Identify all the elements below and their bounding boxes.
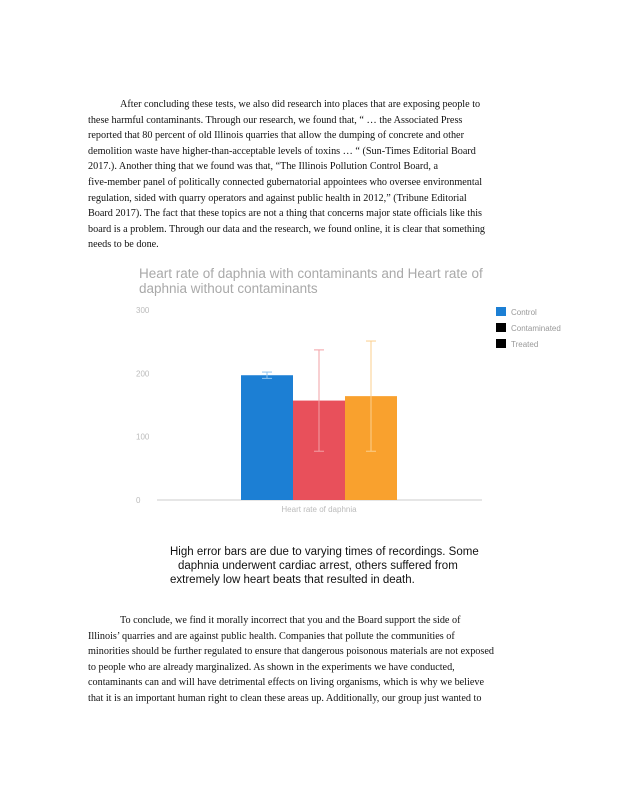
paragraph-line: demolition waste have higher-than-acceptable levels of toxins … “ (Sun-Times Editorial Board [88,145,476,157]
chart-caption [170,545,530,587]
paragraph-line: that it is an important human right to clean these areas up. Additionally, our group just wanted to [88,692,482,704]
y-tick-label: 200 [136,369,150,379]
paragraph-line: to people who are already marginalized. As shown in the experiments we have conducted, [88,661,455,673]
paragraph-line: needs to be done. [88,239,159,251]
caption-line: extremely low heart beats that resulted in death. [170,574,415,586]
paragraph-line: 2017.). Another thing that we found was that, “The Illinois Pollution Control Board, a [88,161,439,173]
legend-label-control: Control [511,308,537,317]
y-tick-label: 300 [136,306,150,315]
caption-line: High error bars are due to varying times of recordings. Some [170,546,479,558]
paragraph-line: To conclude, we find it morally incorrect that you and the Board support the side of [120,615,461,626]
legend-label-contaminated: Contaminated [511,324,561,333]
body-paragraph-2 [88,613,528,707]
legend-swatch-control [496,307,506,316]
y-tick-label: 100 [136,432,150,442]
legend-label-treated: Treated [511,340,539,349]
x-category-label: Heart rate of daphnia [281,505,357,514]
chart-title-line: Heart rate of daphnia with contaminants and Heart rate of [139,266,483,281]
paragraph-line: minorities should be further regulated to ensure that dangerous poisonous materials are not exposed [88,646,494,658]
paragraph-line: Board 2017). The fact that these topics are not a thing that concerns major state officials like this [88,208,482,220]
paragraph-line: regulation, sided with quarry operators and against public health in 2012,” (Tribune Editorial [88,192,467,204]
paragraph-line: reported that 80 percent of old Illinois quarries that allow the dumping of concrete and other [88,130,464,142]
y-tick-label: 0 [136,496,141,505]
legend-swatch-treated [496,339,506,348]
paragraph-line: these harmful contaminants. Through our research, we found that, “ … the Associated Press [88,114,463,126]
bar-control [241,375,293,500]
caption-line: daphnia underwent cardiac arrest, others suffered from [178,560,458,572]
paragraph-line: Illinois’ quarries and are against public health. Companies that pollute the communities of [88,630,455,642]
legend-swatch-contaminated [496,323,506,332]
paragraph-line: contaminants can and will have detrimental effects on living organisms, which is why we believe [88,677,484,689]
paragraph-line: board is a problem. Through our data and the research, we found online, it is clear that something [88,223,486,235]
paragraph-line: After concluding these tests, we also did research into places that are exposing people to [120,99,481,110]
paragraph-line: five-member panel of politically connected gubernatorial appointees who oversee environmental [88,176,483,188]
chart-title-line: daphnia without contaminants [139,281,318,296]
